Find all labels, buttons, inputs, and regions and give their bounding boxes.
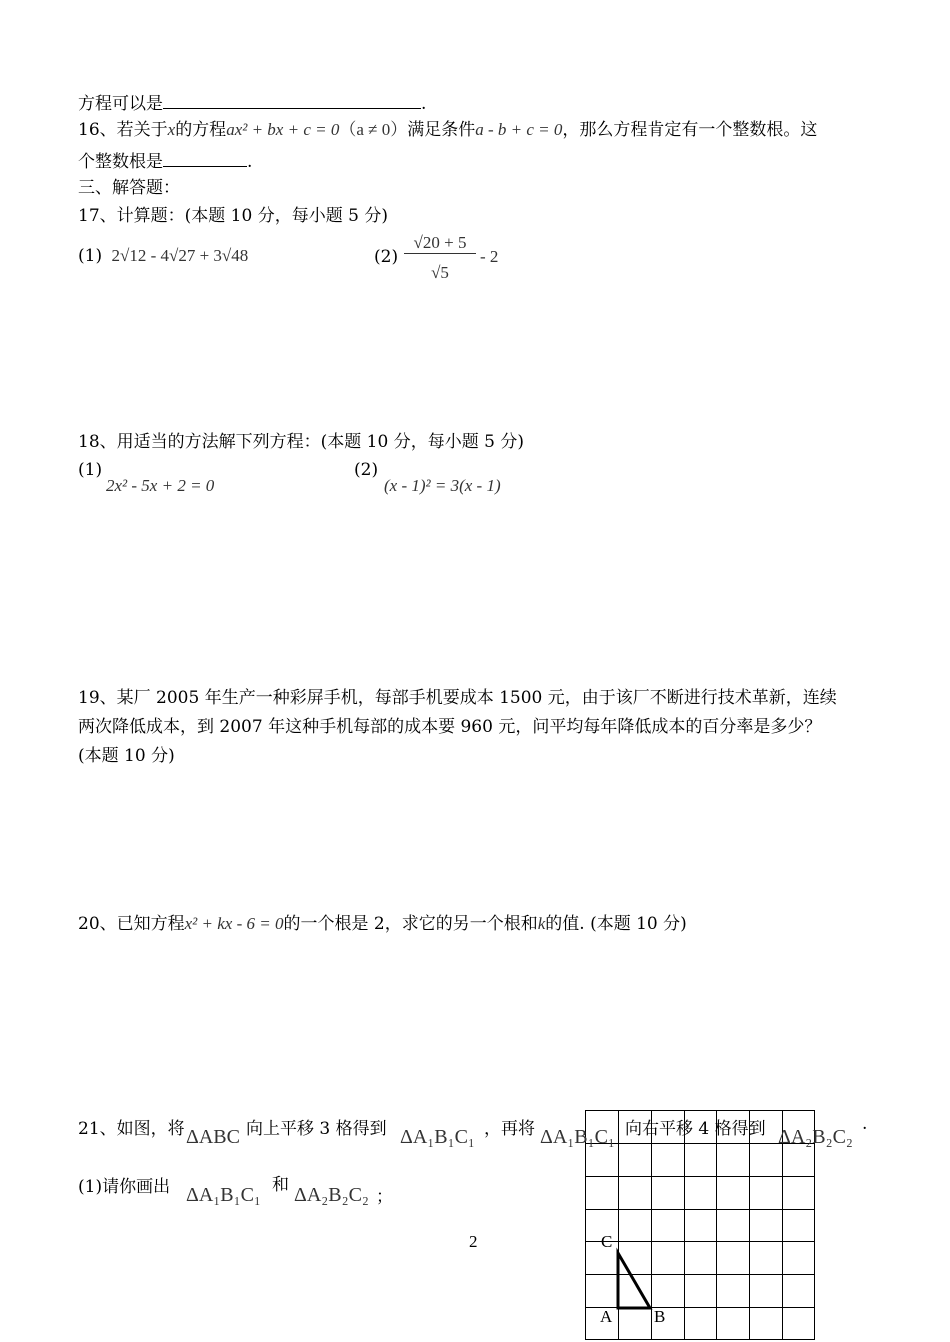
- q15-answer-line: [78, 90, 426, 116]
- q21-triangle-a1b1c1: ΔA₁B₁C₁: [400, 1126, 475, 1148]
- q16-condition: （a ≠ 0）: [339, 120, 408, 139]
- q21-mid1: 向上平移 3 格得到: [246, 1119, 387, 1139]
- q17-p1-label: (1): [78, 246, 103, 266]
- q16-answer-blank[interactable]: [163, 148, 247, 167]
- q15-period: .: [421, 94, 427, 114]
- q18-p2-label: (2): [354, 460, 379, 480]
- q16-equation: ax² + bx + c = 0: [226, 120, 340, 139]
- q20-mid: 的一个根是 2，求它的另一个根和: [283, 914, 538, 934]
- q21-sub1-end: ；: [376, 1187, 393, 1207]
- q19-line2: 两次降低成本，到 2007 年这种手机每部的成本要 960 元，问平均每年降低成本的百分率是多少？: [78, 717, 822, 737]
- q17-p2-denominator: √5: [431, 263, 449, 282]
- q19-line1: 19、某厂 2005 年生产一种彩屏手机，每部手机要成本 1500 元，由于该厂不断进行技术革新，连续: [78, 688, 837, 708]
- q17-p2-label: (2): [374, 247, 399, 267]
- q17-p1-expression: 2√12 - 4√27 + 3√48: [111, 246, 249, 265]
- q16-suffix: ，那么方程肯定有一个整数根。这: [562, 120, 818, 140]
- q16-line1: [78, 118, 817, 142]
- label-a: A: [600, 1307, 613, 1326]
- q18-p2-expression: (x - 1)² = 3(x - 1): [384, 476, 501, 495]
- q17-p2-tail: - 2: [480, 247, 499, 266]
- q16-period: .: [247, 152, 253, 172]
- q15-prompt: 方程可以是: [78, 94, 163, 114]
- q21-prefix: 21、如图，将: [78, 1119, 185, 1139]
- q16-line2: [78, 148, 252, 174]
- q21-mid3: 向右平移 4 格得到: [625, 1119, 766, 1139]
- triangle-abc: [618, 1253, 650, 1308]
- q16-var: x: [167, 120, 176, 139]
- q16-mid2: 满足条件: [407, 120, 476, 140]
- q21-mid2: ，再将: [484, 1119, 535, 1139]
- q21-sub1-prefix: (1)请你画出: [78, 1177, 171, 1197]
- q16-prompt2: 个整数根是: [78, 152, 163, 172]
- label-b: B: [654, 1307, 666, 1326]
- q21-triangle-a1b1c1-again: ΔA₁B₁C₁: [540, 1126, 615, 1148]
- q16-mid1: 的方程: [175, 120, 227, 140]
- q20-equation: x² + kx - 6 = 0: [184, 914, 284, 933]
- q21-triangle-a2b2c2: ΔA₂B₂C₂: [778, 1126, 853, 1148]
- q20-prefix: 20、已知方程: [78, 914, 185, 934]
- q20-var: k: [537, 914, 546, 933]
- q17-title: 17、计算题：(本题 10 分，每小题 5 分): [78, 206, 388, 226]
- q18-p1-expression: 2x² - 5x + 2 = 0: [106, 476, 215, 495]
- q16-condition2: a - b + c = 0: [475, 120, 563, 139]
- page-number: 2: [469, 1232, 478, 1251]
- q20-line: [78, 912, 687, 936]
- q21-sub1-and: 和: [272, 1175, 289, 1195]
- q16-prefix: 16、若关于: [78, 120, 168, 140]
- q17-p2-numerator: √20 + 5: [404, 233, 476, 254]
- section-3-heading: 三、解答题：: [78, 178, 180, 198]
- q21-triangle-abc: ΔABC: [186, 1126, 240, 1148]
- q21-sub1-triangle2: ΔA₂B₂C₂: [294, 1184, 369, 1206]
- q20-suffix: 的值. (本题 10 分): [545, 914, 687, 934]
- label-c: C: [601, 1232, 613, 1251]
- q19-line3: (本题 10 分): [78, 746, 175, 766]
- q18-p1-label: (1): [78, 460, 103, 480]
- q15-answer-blank[interactable]: [163, 90, 421, 109]
- q18-title: 18、用适当的方法解下列方程：(本题 10 分，每小题 5 分): [78, 432, 524, 452]
- q21-period: .: [862, 1114, 868, 1134]
- q17-part1: [78, 246, 248, 266]
- q21-sub1-triangle1: ΔA₁B₁C₁: [186, 1184, 261, 1206]
